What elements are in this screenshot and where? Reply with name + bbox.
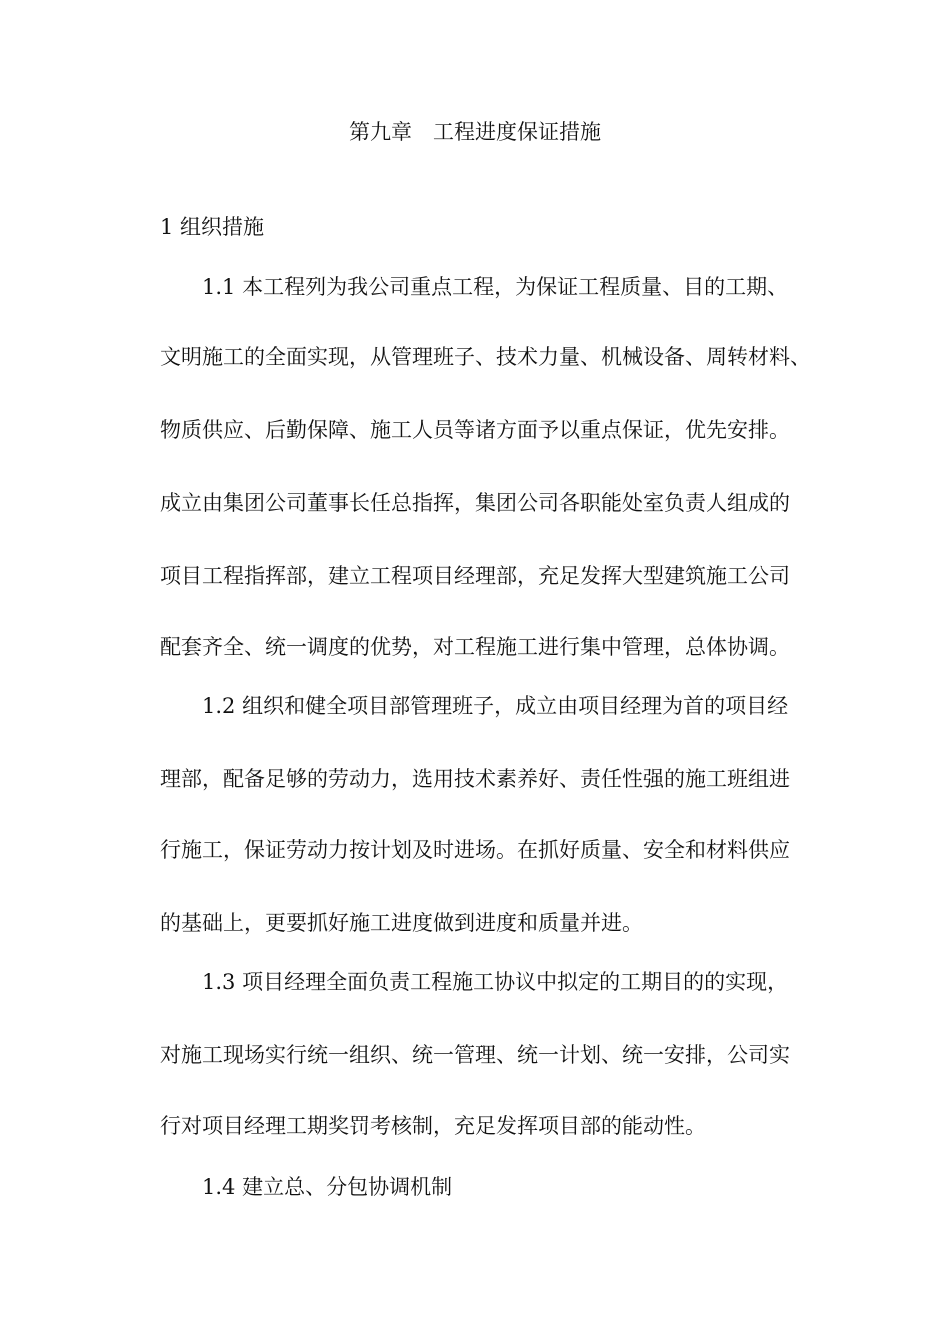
- paragraph-line: 行施工，保证劳动力按计划及时进场。在抓好质量、安全和材料供应: [160, 838, 790, 862]
- paragraph-line: 的基础上，更要抓好施工进度做到进度和质量并进。: [160, 911, 643, 935]
- subsection-heading: 1.4 建立总、分包协调机制: [202, 1175, 453, 1199]
- paragraph-line: 项目工程指挥部，建立工程项目经理部，充足发挥大型建筑施工公司: [160, 564, 790, 588]
- paragraph-line: 成立由集团公司董事长任总指挥，集团公司各职能处室负责人组成的: [160, 491, 790, 515]
- paragraph-line: 1.1 本工程列为我公司重点工程，为保证工程质量、目的工期、: [202, 275, 789, 299]
- paragraph-line: 理部，配备足够的劳动力，选用技术素养好、责任性强的施工班组进: [160, 767, 790, 791]
- paragraph-line: 行对项目经理工期奖罚考核制，充足发挥项目部的能动性。: [160, 1114, 706, 1138]
- paragraph-line: 配套齐全、统一调度的优势，对工程施工进行集中管理，总体协调。: [160, 635, 790, 659]
- chapter-title: 第九章 工程进度保证措施: [349, 120, 601, 144]
- paragraph-line: 1.2 组织和健全项目部管理班子，成立由项目经理为首的项目经: [202, 694, 789, 718]
- paragraph-line: 对施工现场实行统一组织、统一管理、统一计划、统一安排，公司实: [160, 1043, 790, 1067]
- paragraph-line: 物质供应、后勤保障、施工人员等诸方面予以重点保证，优先安排。: [160, 418, 790, 442]
- paragraph-line: 1.3 项目经理全面负责工程施工协议中拟定的工期目的的实现，: [202, 970, 789, 994]
- paragraph-line: 文明施工的全面实现，从管理班子、技术力量、机械设备、周转材料、: [160, 345, 811, 369]
- section-heading: 1 组织措施: [160, 215, 265, 239]
